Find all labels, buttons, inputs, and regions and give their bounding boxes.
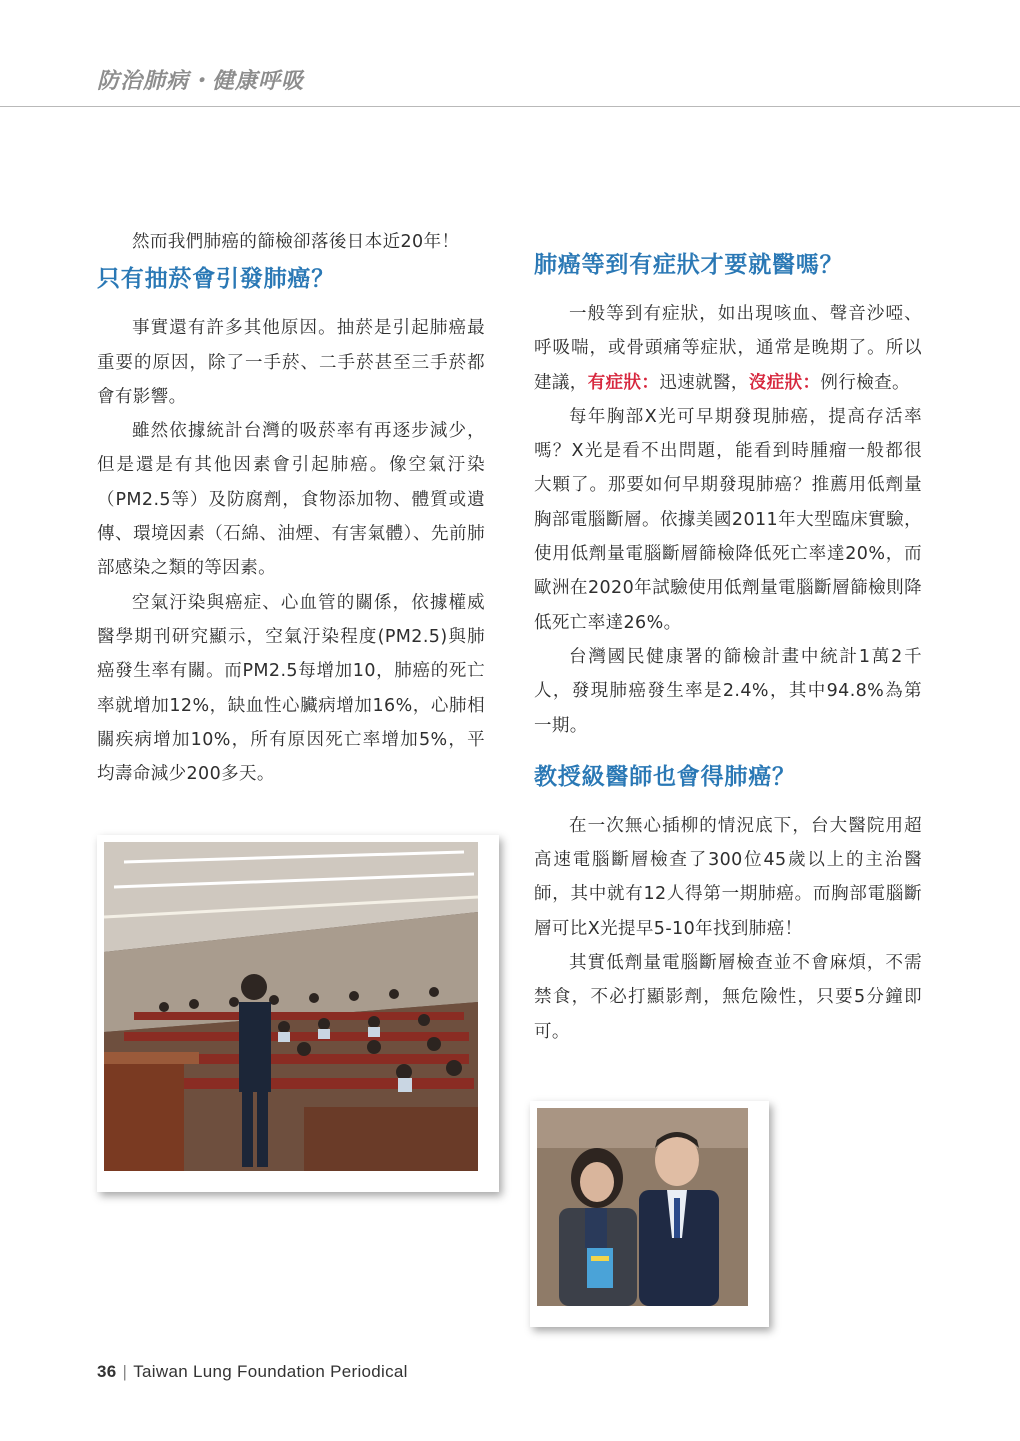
page-footer — [97, 1362, 408, 1382]
section-heading-smoking: 只有抽菸會引發肺癌？ — [97, 266, 335, 293]
page-number: 36 — [97, 1362, 117, 1381]
paragraph-smoking-3: 空氣汙染與癌症、心血管的關係，依據權威醫學期刊研究顯示，空氣汙染程度(PM2.5)與肺癌發生率有關。而PM2.5每增加10，肺癌的死亡率就增加12%，缺血性心臟病增加16%，心肺相關疾病增加10%，所有原因死亡率增加5%，平均壽命減少200多天。 — [97, 592, 485, 785]
doctors-portrait-photo — [530, 1101, 769, 1327]
paragraph-symptoms-3: 台灣國民健康署的篩檢計畫中統計1萬2千人，發現肺癌發生率是2.4%，其中94.8%為第一期。 — [534, 646, 922, 736]
intro-paragraph: 然而我們肺癌的篩檢卻落後日本近20年！ — [132, 232, 460, 252]
publication-name: Taiwan Lung Foundation Periodical — [133, 1362, 408, 1381]
paragraph-professors-1: 在一次無心插柳的情況底下，台大醫院用超高速電腦斷層檢查了300位45歲以上的主治醫師，其中就有12人得第一期肺癌。而胸部電腦斷層可比X光提早5-10年找到肺癌！ — [534, 815, 922, 939]
section-heading-professors: 教授級醫師也會得肺癌？ — [534, 763, 796, 790]
footer-separator: | — [122, 1362, 128, 1381]
right-column — [534, 245, 922, 1049]
paragraph-professors-2: 其實低劑量電腦斷層檢查並不會麻煩，不需禁食，不必打顯影劑，無危險性，只要5分鐘即可。 — [534, 953, 922, 1042]
left-column — [97, 225, 485, 791]
lecture-hall-illustration — [104, 842, 478, 1171]
symptoms-text-b: 迅速就醫， — [659, 372, 749, 393]
lecture-hall-photo — [97, 835, 499, 1192]
header-divider — [0, 106, 1020, 107]
running-header-title: 防治肺病・健康呼吸 — [97, 68, 305, 94]
paragraph-symptoms-2: 每年胸部X光可早期發現肺癌，提高存活率嗎？X光是看不出問題，能看到時腫瘤一般都很大顆了。那要如何早期發現肺癌？推薦用低劑量胸部電腦斷層。依據美國2011年大型臨床實驗，使用低劑量電腦斷層篩檢降低死亡率達20%，而歐洲在2020年試驗使用低劑量電腦斷層篩檢則降低死亡率達26%。 — [534, 406, 922, 633]
highlight-no-symptoms: 沒症狀： — [748, 372, 821, 393]
paragraph-smoking-1: 事實還有許多其他原因。抽菸是引起肺癌最重要的原因，除了一手菸、二手菸甚至三手菸都會有影響。 — [97, 318, 485, 407]
section-heading-symptoms: 肺癌等到有症狀才要就醫嗎？ — [534, 252, 844, 278]
highlight-has-symptoms: 有症狀： — [587, 372, 660, 393]
symptoms-text-a: 一般等到有症狀，如出現咳血、聲音沙啞、呼吸喘，或骨頭痛等症狀，通常是晚期了。所以建議， — [534, 304, 922, 393]
paragraph-symptoms-1 — [534, 297, 922, 400]
portrait-illustration — [537, 1108, 748, 1306]
symptoms-text-c: 例行檢查。 — [820, 372, 910, 393]
paragraph-smoking-2: 雖然依據統計台灣的吸菸率有再逐步減少，但是還是有其他因素會引起肺癌。像空氣汙染（PM2.5等）及防腐劑，食物添加物、體質或遺傳、環境因素（石綿、油煙、有害氣體）、先前肺部感染之類的等因素。 — [97, 421, 485, 579]
